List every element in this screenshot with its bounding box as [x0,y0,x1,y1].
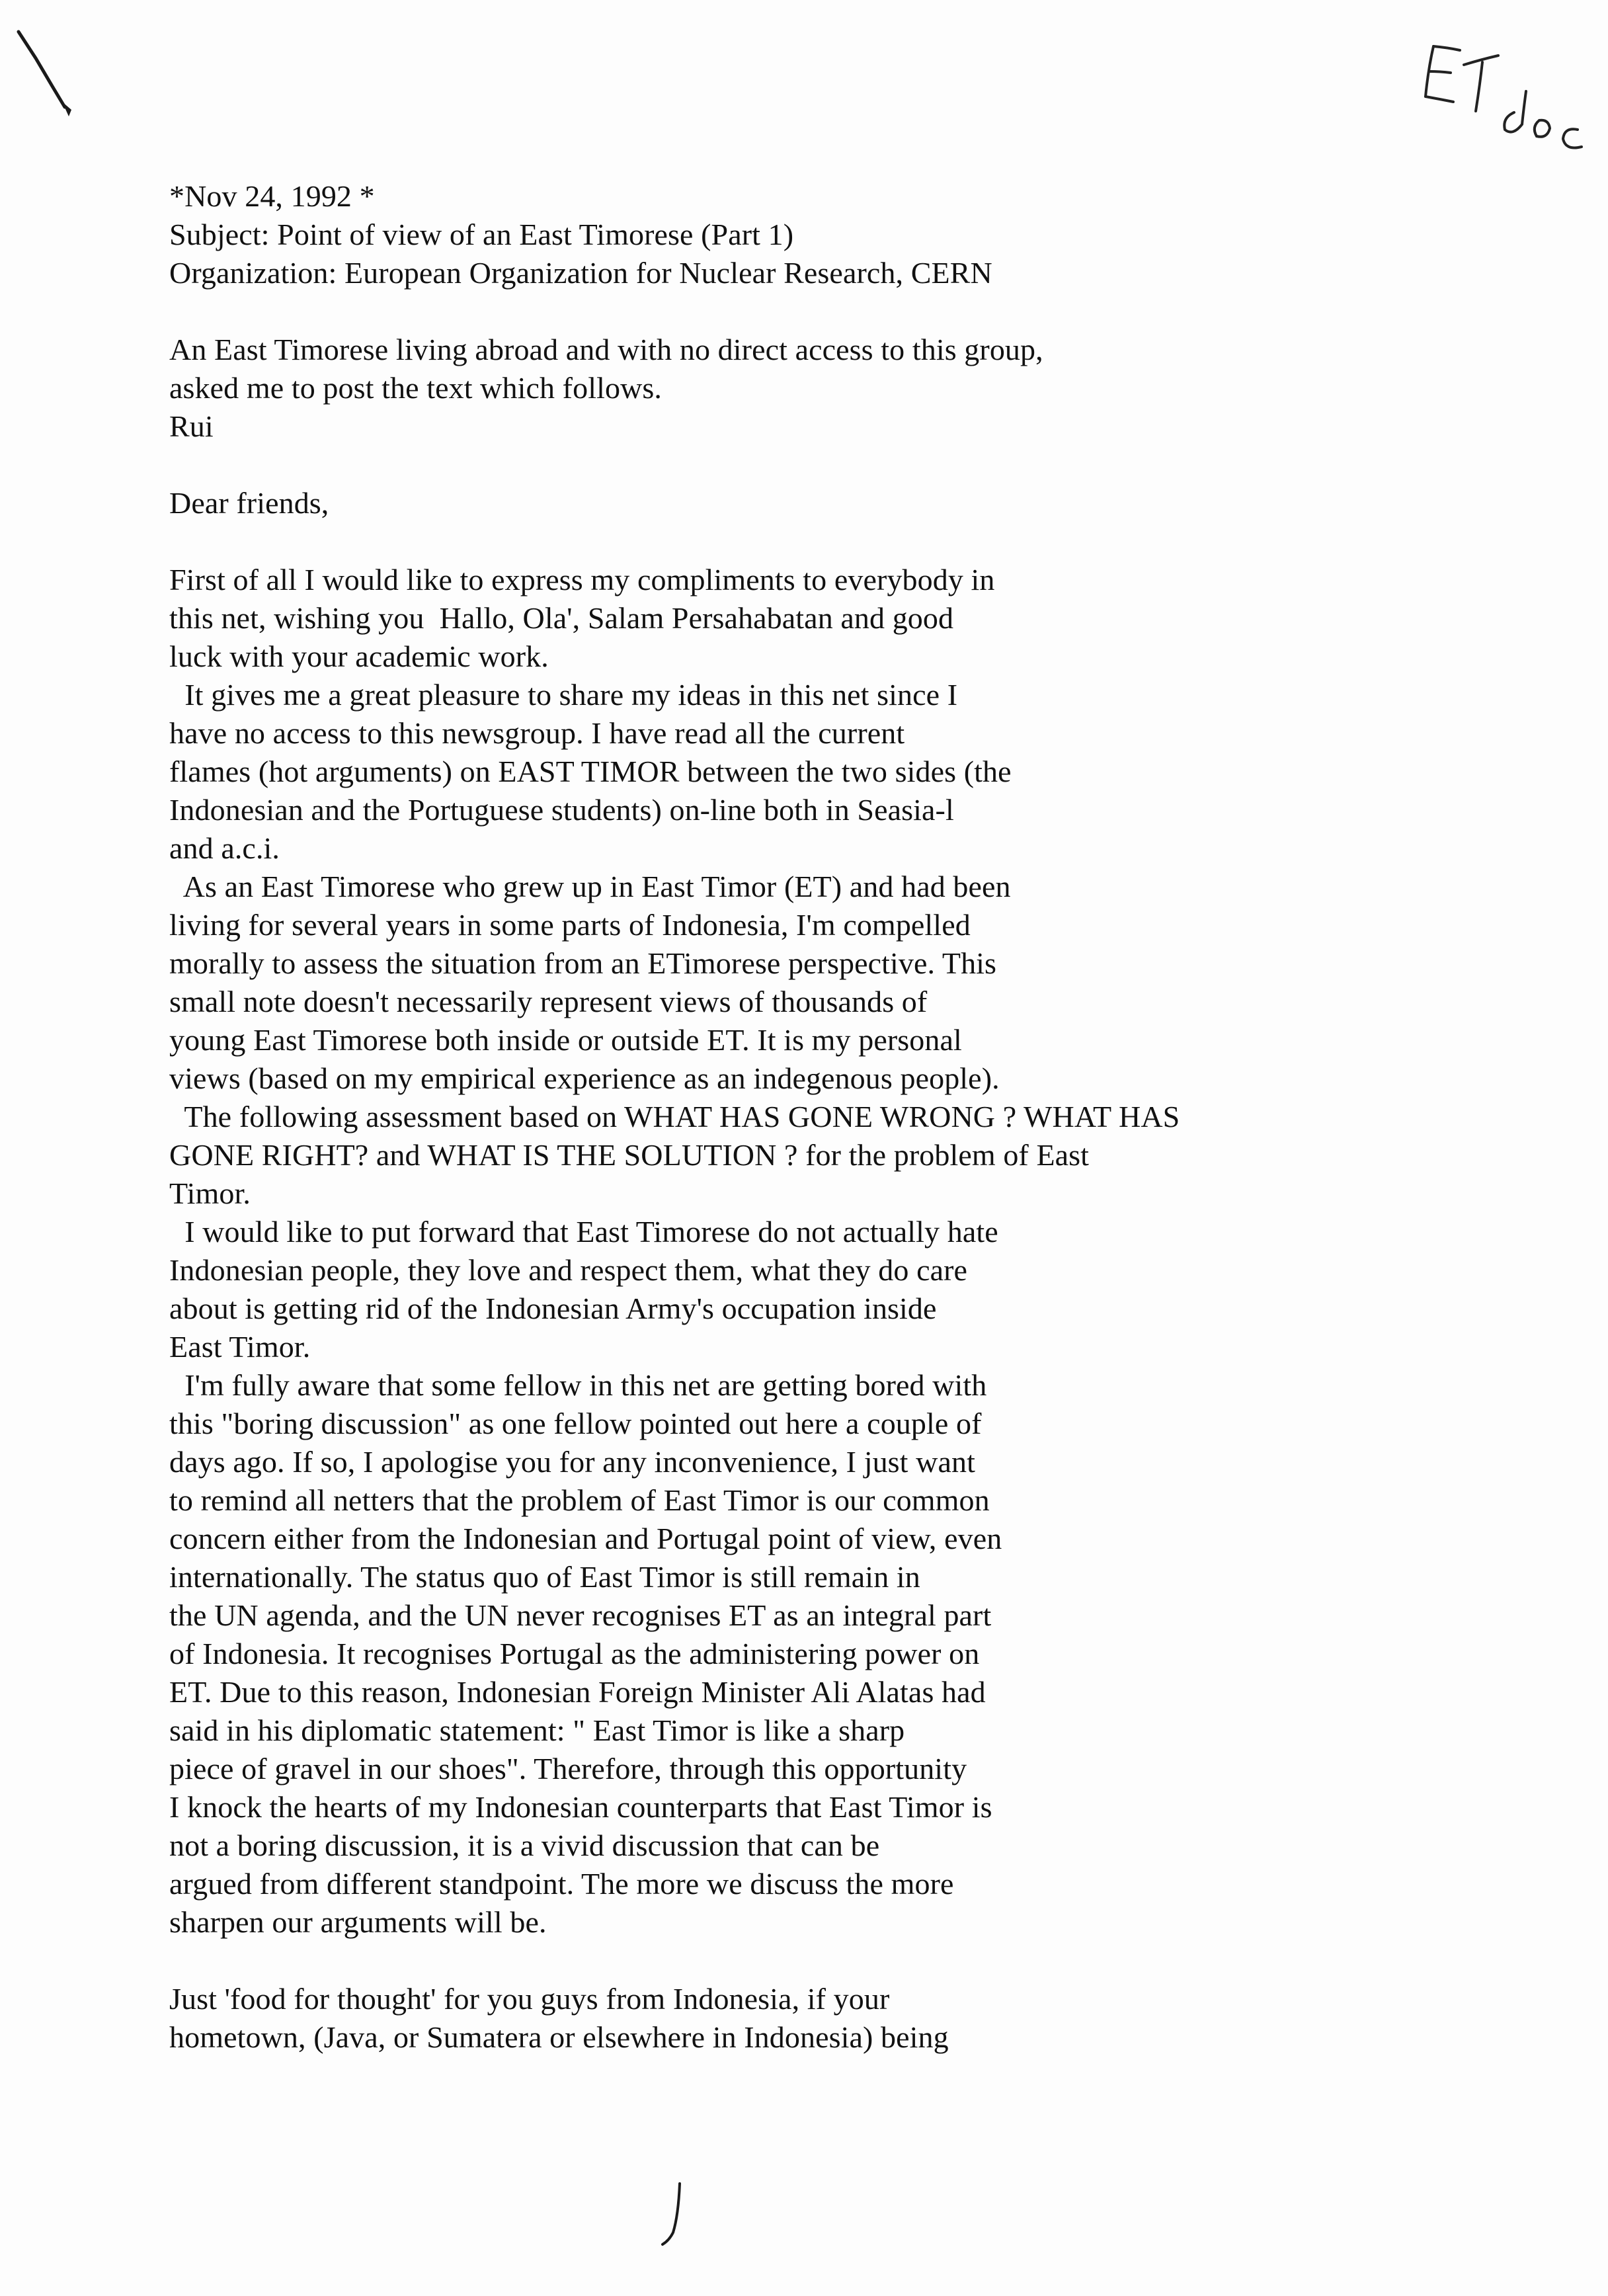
body-line: not a boring discussion, it is a vivid discussion that can be [169,1828,880,1862]
body-line: argued from different standpoint. The more we discuss the more [169,1867,954,1901]
date-line: *Nov 24, 1992 * [169,179,375,213]
organization-line: Organization: European Organization for Nuclear Research, CERN [169,256,992,290]
body-line: views (based on my empirical experience as an indegenous people). [169,1061,1000,1095]
body-line: of Indonesia. It recognises Portugal as the administering power on [169,1637,980,1670]
closing-line: Just 'food for thought' for you guys from Indonesia, if your [169,1982,890,2016]
body-line: small note doesn't necessarily represent views of thousands of [169,985,928,1018]
body-line: It gives me a great pleasure to share my ideas in this net since I [169,678,958,712]
body-line: to remind all netters that the problem of East Timor is our common [169,1483,990,1517]
body-line: living for several years in some parts of Indonesia, I'm compelled [169,908,971,942]
body-line: young East Timorese both inside or outside ET. It is my personal [169,1023,962,1057]
intro-signature: Rui [169,409,214,443]
body-line: Indonesian people, they love and respect them, what they do care [169,1253,968,1287]
body-line: First of all I would like to express my compliments to everybody in [169,563,995,596]
body-line: days ago. If so, I apologise you for any inconvenience, I just want [169,1445,975,1479]
body-line: said in his diplomatic statement: " East Timor is like a sharp [169,1713,905,1747]
body-line: I knock the hearts of my Indonesian counterparts that East Timor is [169,1790,992,1824]
salutation: Dear friends, [169,486,329,520]
body-line: flames (hot arguments) on EAST TIMOR between the two sides (the [169,755,1012,788]
intro-line: An East Timorese living abroad and with no direct access to this group, [169,333,1043,366]
body-line: morally to assess the situation from an ETimorese perspective. This [169,946,997,980]
body-line: ET. Due to this reason, Indonesian Foreign Minister Ali Alatas had [169,1675,986,1709]
body-line: The following assessment based on WHAT HAS GONE WRONG ? WHAT HAS [169,1100,1180,1133]
body-line: I would like to put forward that East Timorese do not actually hate [169,1215,998,1249]
body-line: the UN agenda, and the UN never recognises ET as an integral part [169,1598,992,1632]
body-line: I'm fully aware that some fellow in this net are getting bored with [169,1368,987,1402]
body-line: concern either from the Indonesian and Portugal point of view, even [169,1522,1002,1555]
pen-stroke-mark [9,26,82,126]
body-line: about is getting rid of the Indonesian Army's occupation inside [169,1292,937,1325]
body-line: GONE RIGHT? and WHAT IS THE SOLUTION ? for the problem of East [169,1138,1090,1172]
handwritten-et-doc-note [1415,33,1600,165]
intro-line: asked me to post the text which follows. [169,371,662,405]
body-line: East Timor. [169,1330,311,1364]
body-line: have no access to this newsgroup. I have read all the current [169,716,905,750]
body-line: this net, wishing you Hallo, Ola', Salam Persahabatan and good [169,601,954,635]
body-line: luck with your academic work. [169,639,549,673]
body-line: Timor. [169,1176,251,1210]
body-line: internationally. The status quo of East Timor is still remain in [169,1560,920,1594]
body-line: and a.c.i. [169,831,280,865]
closing-line: hometown, (Java, or Sumatera or elsewhere in Indonesia) being [169,2020,949,2054]
body-line: Indonesian and the Portuguese students) on-line both in Seasia-l [169,793,954,827]
body-line: As an East Timorese who grew up in East Timor (ET) and had been [169,870,1011,903]
body-line: this "boring discussion" as one fellow pointed out here a couple of [169,1407,982,1440]
body-line: piece of gravel in our shoes". Therefore, through this opportunity [169,1752,967,1785]
pen-tick-mark [655,2176,694,2248]
body-line: sharpen our arguments will be. [169,1905,547,1939]
subject-line: Subject: Point of view of an East Timorese (Part 1) [169,218,794,251]
